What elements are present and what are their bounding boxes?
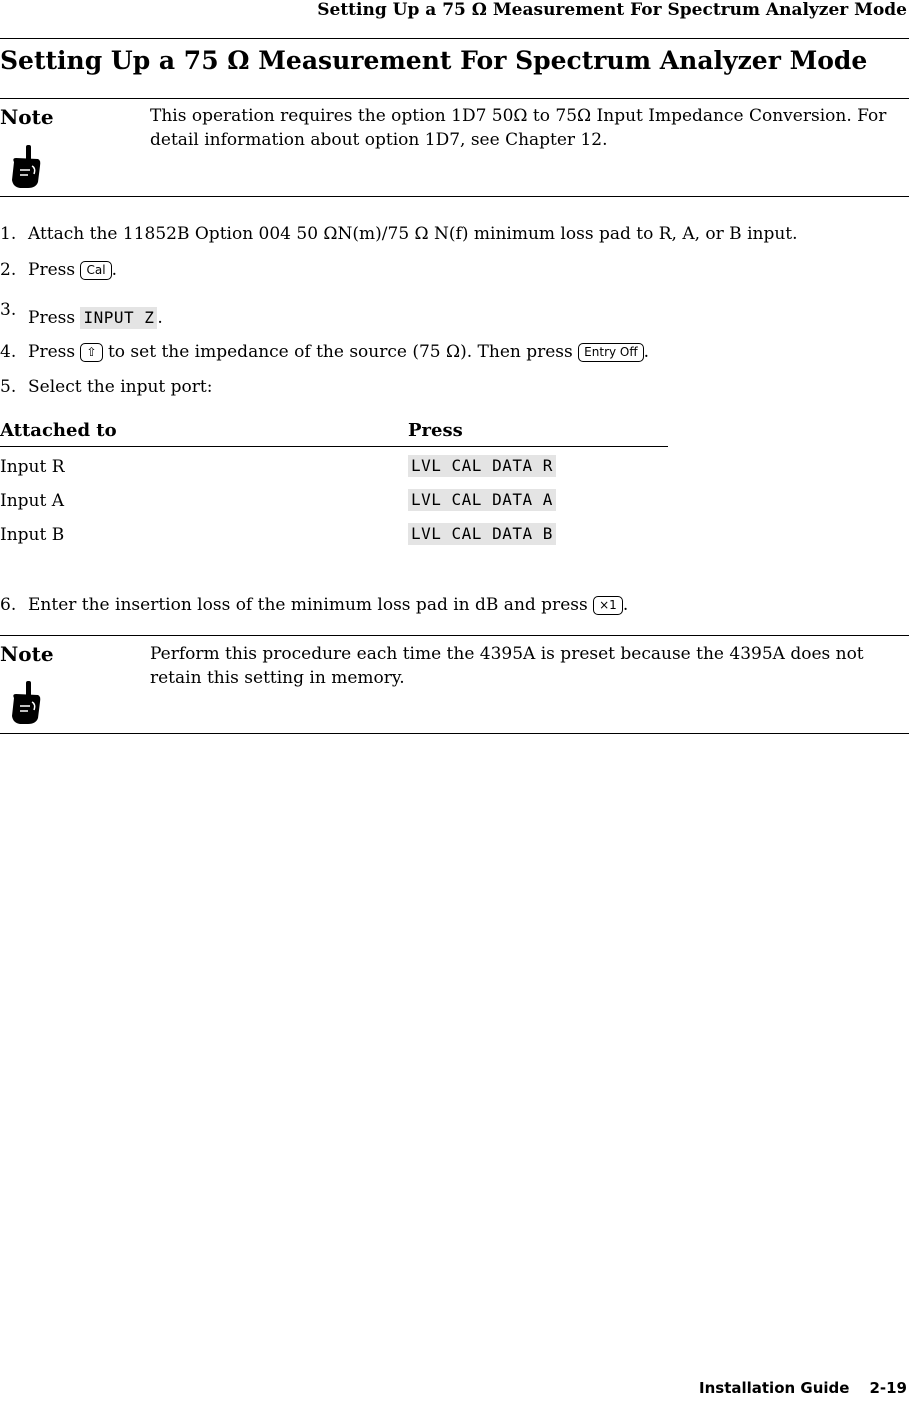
lvl-cal-data-r-softkey[interactable]: LVL CAL DATA R — [408, 455, 556, 477]
footer-guide-title: Installation Guide — [699, 1379, 850, 1397]
entry-off-key[interactable]: Entry Off — [578, 343, 643, 362]
page-footer — [699, 1379, 907, 1397]
step-6 — [0, 593, 628, 617]
step-text: Press — [28, 308, 81, 328]
step-number: 2. — [0, 260, 17, 280]
table-cell-attached: Input B — [0, 525, 65, 545]
running-head: Setting Up a 75 Ω Measurement For Spectrum Analyzer Mode — [317, 0, 907, 20]
step-number: 5. — [0, 377, 17, 397]
note2-top-rule — [0, 635, 909, 636]
step-text: Enter the insertion loss of the minimum loss pad in dB and press — [28, 595, 594, 615]
step-number: 1. — [0, 224, 17, 244]
note2-text: Perform this procedure each time the 4395A is preset because the 4395A does not retain this setting in memory. — [150, 644, 864, 688]
step-number: 4. — [0, 342, 17, 362]
pointing-hand-icon — [8, 680, 42, 724]
cal-key[interactable]: Cal — [80, 261, 111, 280]
x1-key[interactable]: ×1 — [593, 596, 623, 615]
step-text: . — [111, 260, 117, 280]
step-text: . — [622, 595, 629, 615]
step-1 — [0, 222, 798, 246]
table-header-attached: Attached to — [0, 420, 117, 441]
lvl-cal-data-b-softkey[interactable]: LVL CAL DATA B — [408, 523, 556, 545]
page-number: 2-19 — [869, 1379, 907, 1397]
step-text: Press — [28, 342, 81, 362]
note1-top-rule — [0, 98, 909, 99]
table-cell-attached: Input A — [0, 491, 65, 511]
step-text: Select the input port: — [28, 377, 213, 397]
step-2 — [0, 258, 117, 282]
input-z-softkey[interactable]: INPUT Z — [80, 307, 157, 329]
pointing-hand-icon — [8, 144, 42, 188]
step-5 — [0, 375, 212, 399]
table-row — [0, 489, 668, 517]
step-4 — [0, 340, 649, 364]
note1-text: This operation requires the option 1D7 50Ω to 75Ω Input Impedance Conversion. For detail information about option 1D7, see Chapter 12. — [150, 106, 887, 150]
table-row — [0, 523, 668, 551]
table-header-press: Press — [408, 420, 463, 441]
note2-bottom-rule — [0, 733, 909, 734]
step-text: . — [157, 308, 163, 328]
table-header-rule — [0, 446, 668, 447]
note1-label: Note — [0, 105, 54, 129]
step-3 — [0, 298, 163, 330]
step-text: . — [643, 342, 650, 362]
step-text: to set the impedance of the source (75 Ω). Then press — [102, 342, 579, 362]
section-title: Setting Up a 75 Ω Measurement For Spectrum Analyzer Mode — [0, 46, 868, 75]
step-text: Attach the 11852B Option 004 50 ΩN(m)/75 Ω N(f) minimum loss pad to R, A, or B input. — [28, 224, 798, 244]
table-row — [0, 455, 668, 483]
up-arrow-key[interactable]: ⇧ — [80, 343, 102, 362]
step-text: Press — [28, 260, 81, 280]
header-rule — [0, 38, 909, 39]
lvl-cal-data-a-softkey[interactable]: LVL CAL DATA A — [408, 489, 556, 511]
note1-bottom-rule — [0, 196, 909, 197]
step-number: 3. — [0, 300, 17, 320]
note2-label: Note — [0, 642, 54, 666]
table-cell-attached: Input R — [0, 457, 65, 477]
step-number: 6. — [0, 595, 17, 615]
